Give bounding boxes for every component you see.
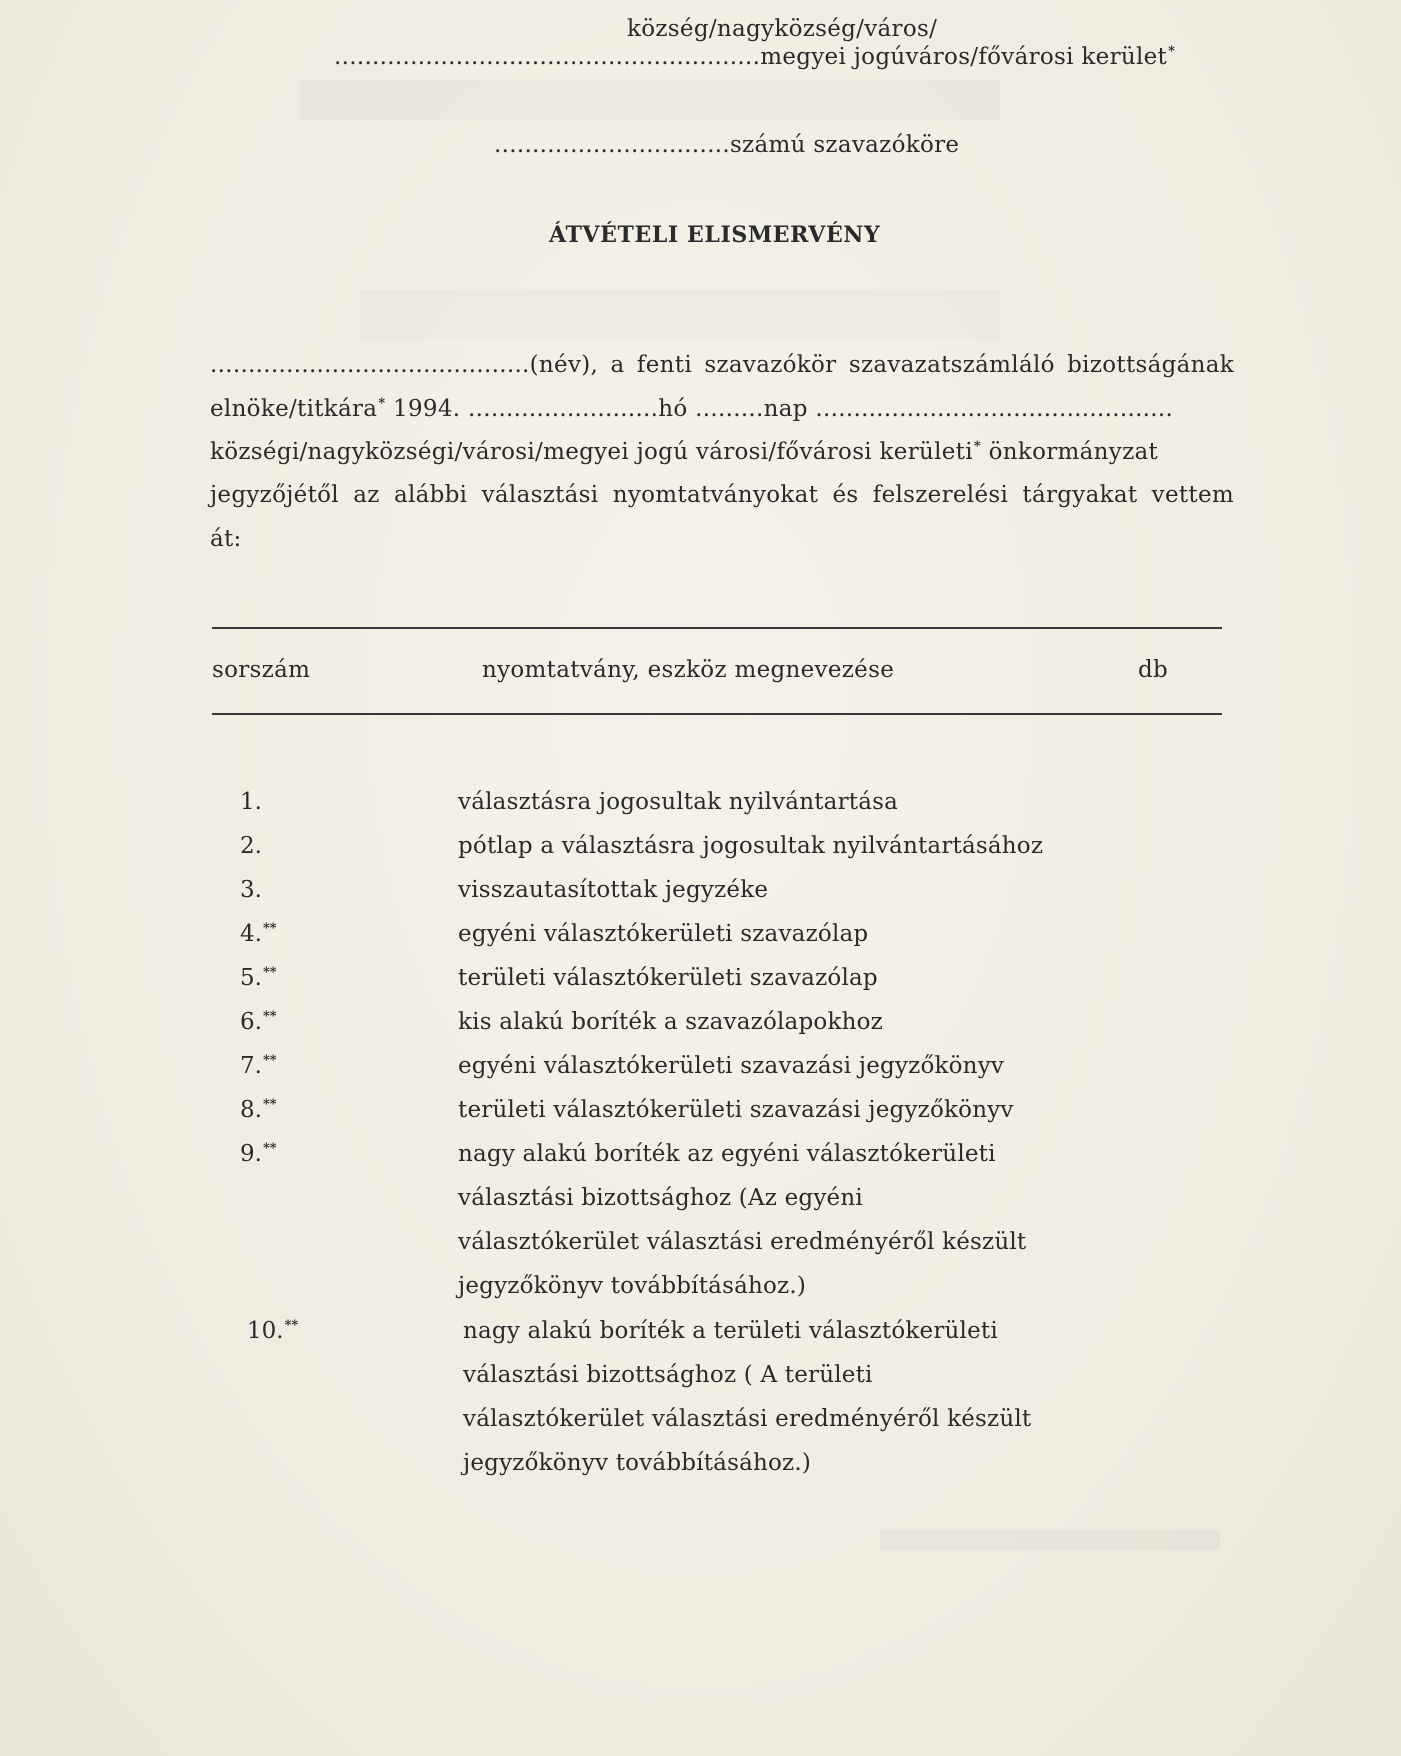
footnote-mark: * [973, 439, 981, 455]
footnote-mark: * [378, 396, 386, 412]
row-item-name-continued: választási bizottsághoz ( A területi [463, 1362, 873, 1388]
row-number-text: 3. [240, 877, 262, 903]
footnote-mark: ** [284, 1318, 299, 1334]
district-type-label: megyei jogúváros/fővárosi kerület [760, 44, 1168, 70]
row-item-name-continued: választókerület választási eredményéről készült [463, 1406, 1032, 1432]
row-item-name: kis alakú boríték a szavazólapokhoz [458, 1009, 883, 1035]
footnote-mark: ** [262, 1009, 277, 1025]
paragraph-line-4: jegyzőjétől az alábbi választási nyomtatványokat és felszerelési tárgyakat vettem [210, 482, 1234, 508]
district-name-blank: ........................................................ [334, 44, 761, 70]
column-header-count: db [1138, 657, 1169, 683]
row-item-name: egyéni választókerületi szavazási jegyzőkönyv [458, 1053, 1005, 1079]
row-number [240, 965, 277, 991]
row-number-text: 4. [240, 921, 262, 947]
row-number [240, 1141, 277, 1167]
row-item-name: választásra jogosultak nyilvántartása [458, 789, 899, 815]
table-header-bottom-rule [212, 713, 1222, 715]
row-number [240, 877, 263, 903]
row-number [240, 1009, 277, 1035]
footnote-mark: ** [262, 965, 277, 981]
row-number-text: 2. [240, 833, 262, 859]
polling-station-label: számú szavazóköre [729, 132, 960, 158]
bleed-through-shadow [300, 80, 1000, 120]
polling-station-number-blank: ............................... [494, 132, 730, 158]
row-item-name: visszautasítottak jegyzéke [458, 877, 769, 903]
date-blank: 1994. .........................hó .........nap ............................................... [385, 396, 1174, 422]
authority-type-label: községi/nagyközségi/városi/megyei jogú városi/fővárosi kerületi [210, 439, 973, 465]
row-number [240, 921, 277, 947]
row-number-text: 8. [240, 1097, 262, 1123]
column-header-name: nyomtatvány, eszköz megnevezése [482, 657, 895, 683]
bleed-through-shadow [360, 290, 1000, 340]
footnote-mark: ** [262, 1097, 277, 1113]
footnote-mark: ** [262, 1053, 277, 1069]
polling-station-line [494, 132, 959, 158]
row-item-name-continued: jegyzőkönyv továbbításához.) [463, 1450, 812, 1476]
row-number [240, 789, 263, 815]
footnote-mark: * [1168, 44, 1176, 60]
row-number [240, 1053, 277, 1079]
row-item-name-continued: választási bizottsághoz (Az egyéni [458, 1185, 863, 1211]
document-title: ÁTVÉTELI ELISMERVÉNY [549, 222, 881, 248]
bleed-through-shadow [880, 1530, 1220, 1550]
footnote-mark: ** [262, 1141, 277, 1157]
row-item-name-continued: választókerület választási eredményéről készült [458, 1229, 1027, 1255]
footnote-mark: ** [262, 921, 277, 937]
paragraph-line-1: ..........................................(név), a fenti szavazókör szavazatszámláló bizottságának [210, 352, 1234, 378]
paragraph-line-3 [210, 439, 1234, 465]
paragraph-line-5: át: [210, 526, 242, 552]
row-item-name: nagy alakú boríték az egyéni választókerületi [458, 1141, 996, 1167]
municipality-type-line: község/nagyközség/város/ [627, 16, 938, 42]
paragraph-line-2 [210, 396, 1234, 422]
row-item-name: nagy alakú boríték a területi választókerületi [463, 1318, 998, 1344]
row-number-text: 1. [240, 789, 262, 815]
row-number-text: 10. [247, 1318, 284, 1344]
row-item-name: egyéni választókerületi szavazólap [458, 921, 869, 947]
authority-suffix: önkormányzat [981, 439, 1159, 465]
row-item-name-continued: jegyzőkönyv továbbításához.) [458, 1273, 807, 1299]
row-number-text: 7. [240, 1053, 262, 1079]
row-number-text: 5. [240, 965, 262, 991]
row-number-text: 9. [240, 1141, 262, 1167]
row-item-name: területi választókerületi szavazólap [458, 965, 878, 991]
row-number [247, 1318, 298, 1344]
column-header-number: sorszám [212, 657, 311, 683]
municipality-district-line [334, 44, 1175, 70]
row-number-text: 6. [240, 1009, 262, 1035]
table-top-rule [212, 627, 1222, 629]
row-number [240, 833, 263, 859]
role-label: elnöke/titkára [210, 396, 378, 422]
row-item-name: területi választókerületi szavazási jegyzőkönyv [458, 1097, 1014, 1123]
row-item-name: pótlap a választásra jogosultak nyilvántartásához [458, 833, 1044, 859]
row-number [240, 1097, 277, 1123]
